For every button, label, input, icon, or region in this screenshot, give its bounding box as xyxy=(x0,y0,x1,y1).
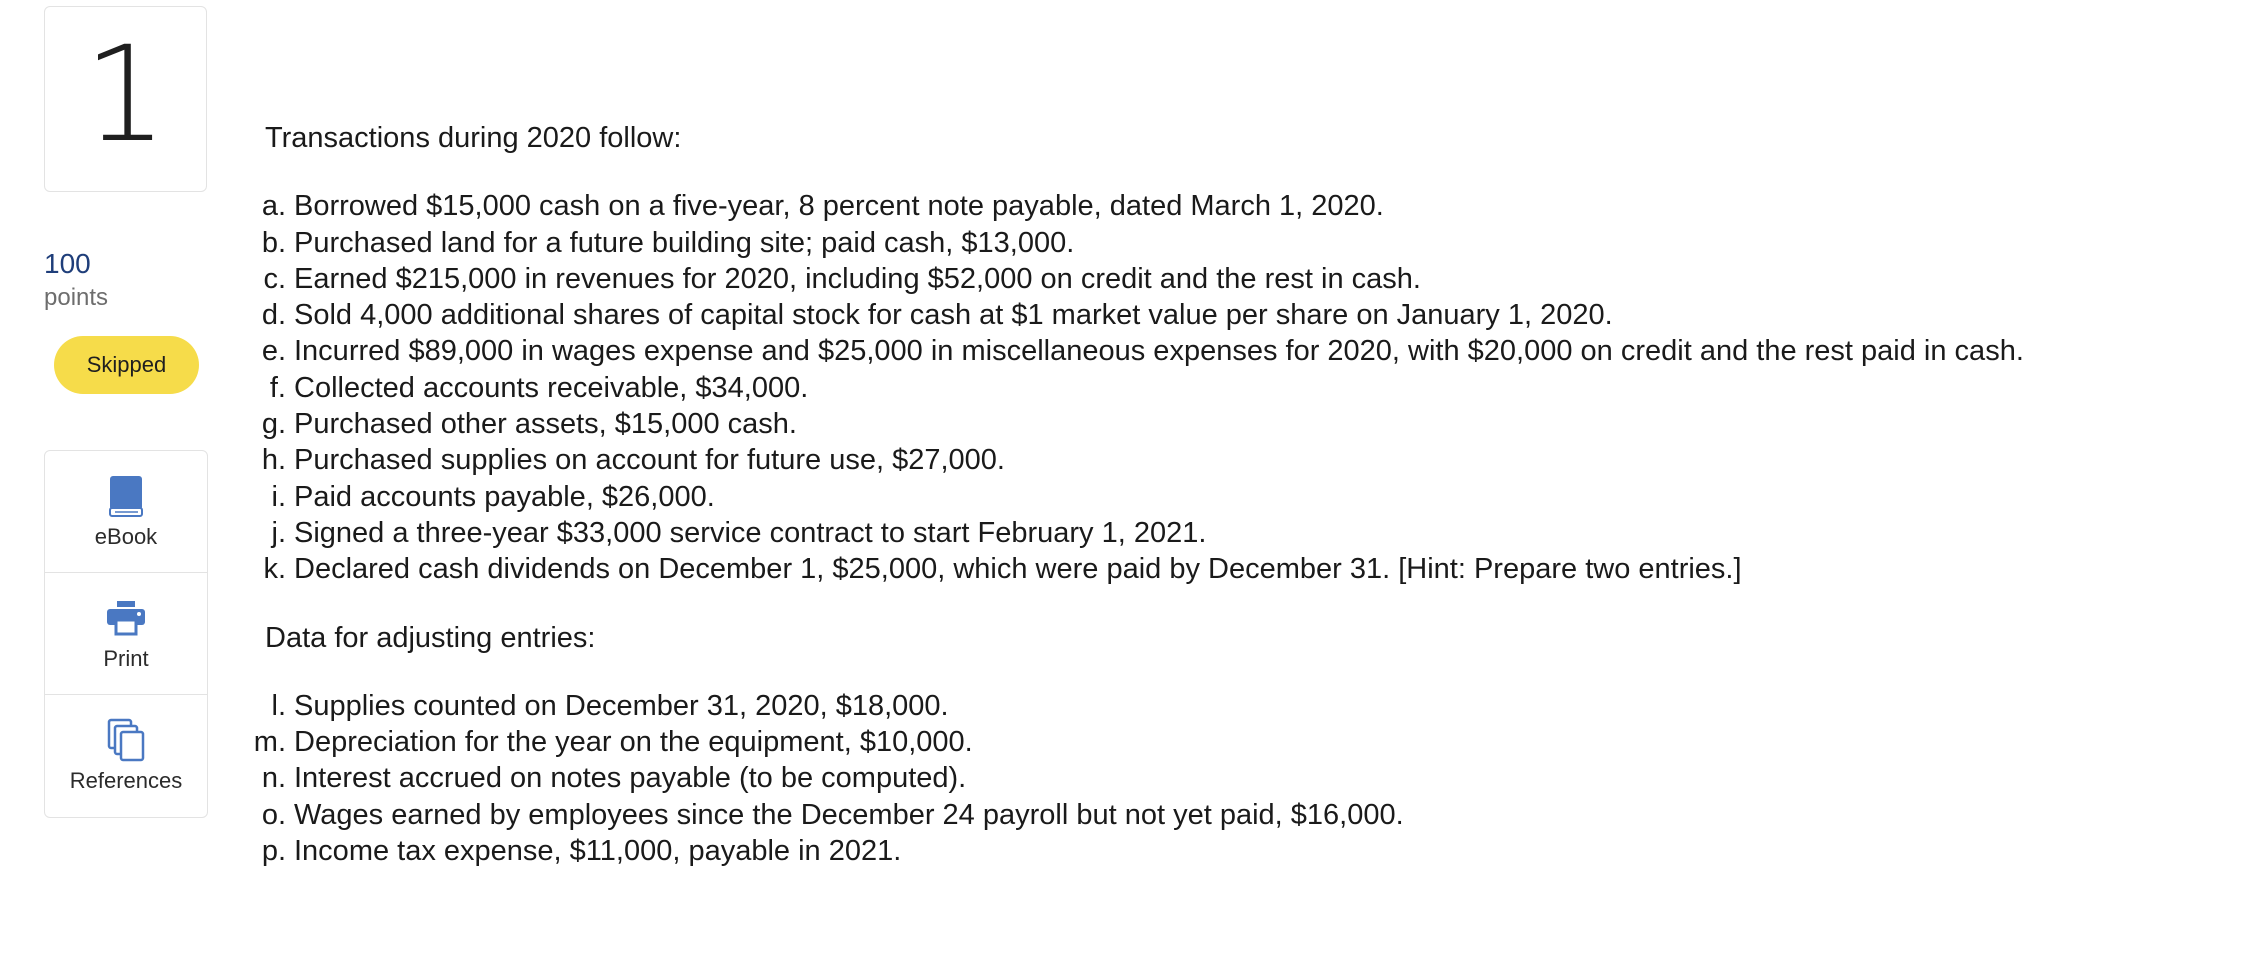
list-marker: c. xyxy=(263,262,286,295)
printer-icon xyxy=(104,596,148,640)
question-number: 1 xyxy=(83,18,168,172)
list-text: Incurred $89,000 in wages expense and $25,000 in miscellaneous expenses for 2020, with $20,000 on credit and the rest paid in cash. xyxy=(294,335,2024,368)
list-item xyxy=(252,833,2242,869)
print-button[interactable] xyxy=(45,573,207,695)
list-item xyxy=(252,479,2242,515)
list-item xyxy=(252,261,2242,297)
list-text: Purchased land for a future building site; paid cash, $13,000. xyxy=(294,226,1075,259)
list-marker: l. xyxy=(271,689,286,722)
references-button[interactable] xyxy=(45,695,207,817)
list-item xyxy=(252,297,2242,333)
list-text: Declared cash dividends on December 1, $25,000, which were paid by December 31. [Hint: Prepare two entries.] xyxy=(294,553,1742,586)
list-item xyxy=(252,406,2242,442)
list-item xyxy=(252,797,2242,833)
list-item xyxy=(252,551,2242,587)
tools-panel xyxy=(44,450,208,818)
list-text: Purchased other assets, $15,000 cash. xyxy=(294,408,797,441)
list-marker: h. xyxy=(261,444,286,477)
list-marker: d. xyxy=(261,299,286,332)
list-text: Interest accrued on notes payable (to be computed). xyxy=(294,762,967,795)
print-label: Print xyxy=(103,645,149,671)
list-text: Borrowed $15,000 cash on a five-year, 8 percent note payable, dated March 1, 2020. xyxy=(294,190,1384,223)
points-label: points xyxy=(44,284,109,311)
ebook-button[interactable] xyxy=(45,451,207,573)
status-badge: Skipped xyxy=(54,336,199,394)
list-text: Collected accounts receivable, $34,000. xyxy=(294,371,809,404)
list-marker: m. xyxy=(253,726,286,759)
book-icon xyxy=(104,474,148,518)
question-number-box xyxy=(44,6,207,192)
list-text: Wages earned by employees since the December 24 payroll but not yet paid, $16,000. xyxy=(294,798,1404,831)
list-text: Signed a three-year $33,000 service contract to start February 1, 2021. xyxy=(294,516,1207,549)
references-label: References xyxy=(69,768,183,793)
list-marker: n. xyxy=(261,762,286,795)
list-marker: i. xyxy=(271,480,286,513)
list-marker: o. xyxy=(261,798,286,831)
list-marker: e. xyxy=(261,335,286,368)
list-marker: j. xyxy=(271,516,286,549)
list-text: Purchased supplies on account for future use, $27,000. xyxy=(294,444,1005,477)
list-item xyxy=(252,225,2242,261)
list-text: Depreciation for the year on the equipment, $10,000. xyxy=(294,726,973,759)
list-marker: b. xyxy=(261,226,286,259)
list-item xyxy=(252,188,2242,224)
list-text: Income tax expense, $11,000, payable in 2021. xyxy=(294,835,902,868)
list-item xyxy=(252,724,2242,760)
question-content xyxy=(252,120,2242,901)
list-item xyxy=(252,370,2242,406)
points-value: 100 xyxy=(44,248,91,279)
references-icon xyxy=(104,718,148,762)
transactions-list xyxy=(252,188,2242,587)
adjusting-list xyxy=(252,688,2242,869)
list-marker: f. xyxy=(269,371,286,404)
list-text: Sold 4,000 additional shares of capital stock for cash at $1 market value per share on January 1, 2020. xyxy=(294,299,1613,332)
transactions-heading: Transactions during 2020 follow: xyxy=(265,122,682,154)
list-marker: p. xyxy=(261,835,286,868)
list-text: Earned $215,000 in revenues for 2020, including $52,000 on credit and the rest in cash. xyxy=(294,262,1421,295)
ebook-label: eBook xyxy=(94,523,158,549)
list-marker: k. xyxy=(263,553,286,586)
adjusting-heading: Data for adjusting entries: xyxy=(265,621,596,654)
list-text: Supplies counted on December 31, 2020, $18,000. xyxy=(294,689,949,722)
list-item xyxy=(252,688,2242,724)
list-item xyxy=(252,442,2242,478)
list-item xyxy=(252,333,2242,369)
list-item xyxy=(252,760,2242,796)
list-text: Paid accounts payable, $26,000. xyxy=(294,480,715,513)
list-marker: a. xyxy=(261,190,286,223)
list-item xyxy=(252,515,2242,551)
list-marker: g. xyxy=(261,408,286,441)
